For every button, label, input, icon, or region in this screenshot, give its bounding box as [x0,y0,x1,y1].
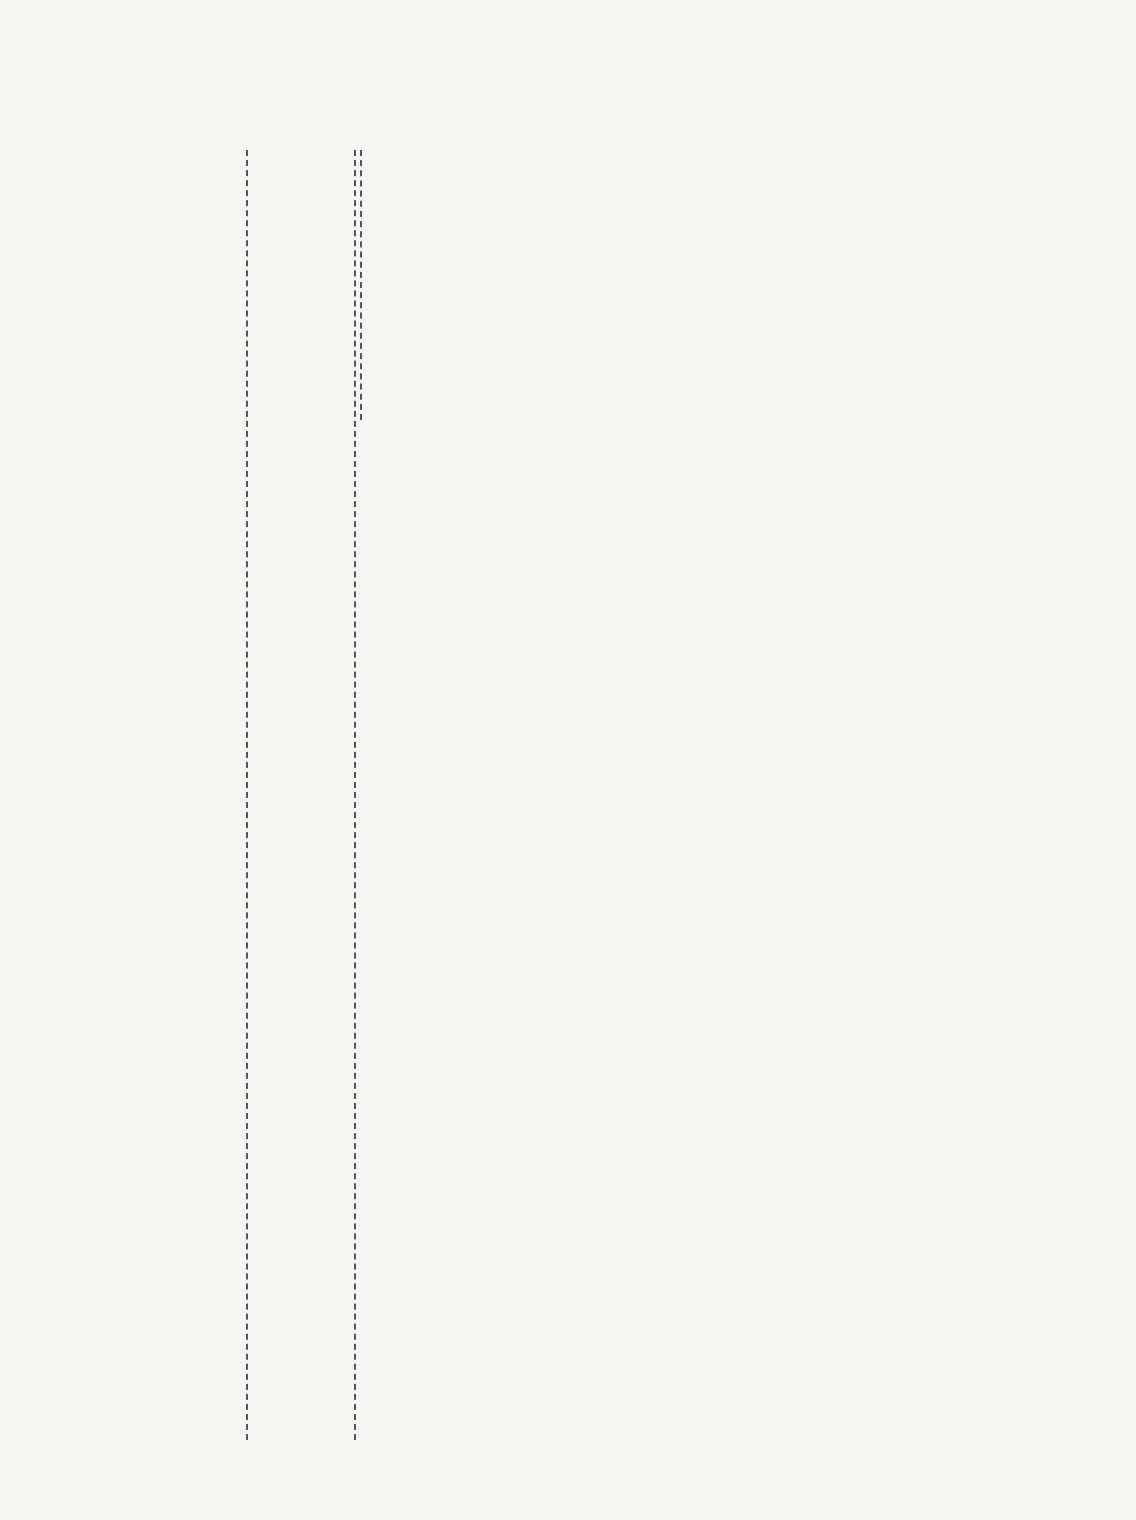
rotated-table [144,40,1064,1440]
header-top-rule [246,150,248,1440]
date-sub-rule [360,150,362,420]
header-bottom-rule [354,150,356,1440]
